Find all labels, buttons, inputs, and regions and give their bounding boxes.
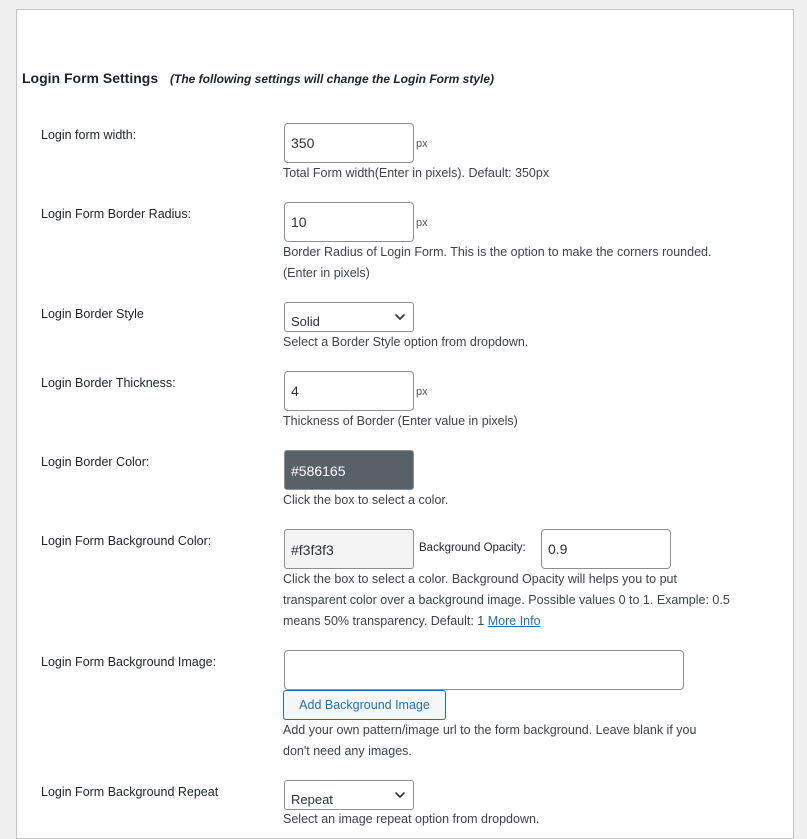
width-label: Login form width: <box>41 128 137 142</box>
border-color-label: Login Border Color: <box>41 455 150 469</box>
border-style-select[interactable] <box>284 302 414 332</box>
bg-repeat-label: Login Form Background Repeat <box>41 785 219 799</box>
width-input[interactable] <box>284 123 414 163</box>
bg-color-help-line3 <box>283 611 730 632</box>
bg-repeat-select[interactable] <box>284 780 414 810</box>
radius-unit: px <box>416 217 428 229</box>
more-info-link[interactable]: More Info <box>487 614 541 628</box>
thickness-help: Thickness of Border (Enter value in pixels) <box>283 414 518 428</box>
bg-image-help-line2: don't need any images. <box>283 744 412 758</box>
bg-image-url-input[interactable] <box>284 650 684 690</box>
thickness-unit: px <box>416 386 428 398</box>
bg-image-help-line1: Add your own pattern/image url to the form background. Leave blank if you <box>283 723 697 737</box>
section-subtitle: (The following settings will change the Login Form style) <box>170 72 495 86</box>
bg-color-help-line2: transparent color over a background image. Possible values 0 to 1. Example: 0.5 <box>283 593 730 607</box>
width-help: Total Form width(Enter in pixels). Default: 350px <box>283 166 550 180</box>
border-style-help: Select a Border Style option from dropdown. <box>283 335 529 349</box>
chevron-down-icon <box>393 310 407 324</box>
radius-help-line2: (Enter in pixels) <box>283 266 370 280</box>
bg-repeat-help: Select an image repeat option from dropdown. <box>283 812 540 826</box>
border-color-picker[interactable]: #586165 <box>284 450 414 490</box>
add-background-image-button[interactable]: Add Background Image <box>283 690 446 720</box>
width-unit: px <box>416 138 428 150</box>
opacity-input[interactable] <box>541 529 671 569</box>
bg-image-label: Login Form Background Image: <box>41 655 217 669</box>
border-style-label: Login Border Style <box>41 307 144 321</box>
bg-image-help <box>283 720 696 762</box>
section-title: Login Form Settings <box>22 70 159 86</box>
opacity-label: Background Opacity: <box>419 542 526 554</box>
bg-color-picker[interactable]: #f3f3f3 <box>284 529 414 569</box>
radius-help-line1: Border Radius of Login Form. This is the option to make the corners rounded. <box>283 245 712 259</box>
chevron-down-icon <box>393 788 407 802</box>
border-style-selected: Solid <box>291 314 320 329</box>
section-heading <box>22 70 494 86</box>
bg-color-help <box>283 569 730 632</box>
radius-help <box>283 242 711 284</box>
radius-label: Login Form Border Radius: <box>41 207 192 221</box>
bg-repeat-selected: Repeat <box>291 792 333 807</box>
bg-color-help-line1: Click the box to select a color. Background Opacity will helps you to put <box>283 572 677 586</box>
thickness-input[interactable] <box>284 371 414 411</box>
bg-color-help-line3-text: means 50% transparency. Default: 1 <box>283 614 488 628</box>
border-color-help: Click the box to select a color. <box>283 493 449 507</box>
radius-input[interactable] <box>284 202 414 242</box>
bg-color-label: Login Form Background Color: <box>41 534 212 548</box>
thickness-label: Login Border Thickness: <box>41 376 176 390</box>
